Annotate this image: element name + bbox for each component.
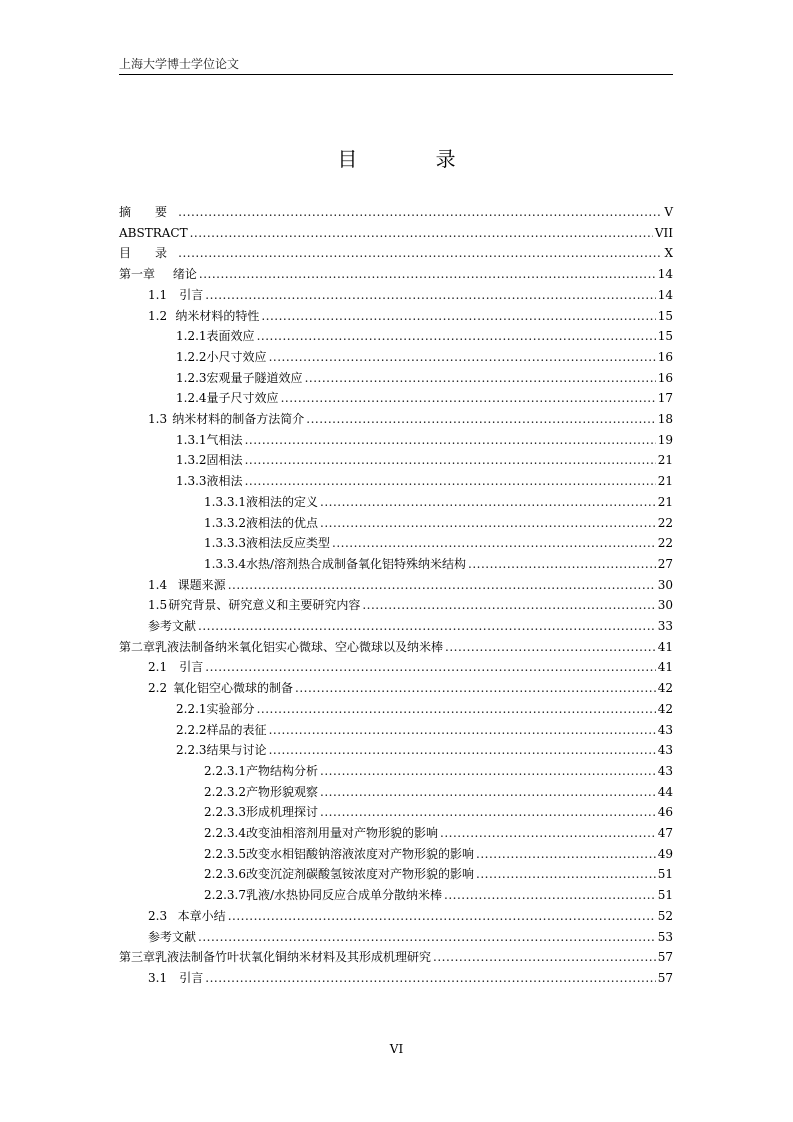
toc-entry-number: 第一章 bbox=[119, 267, 156, 282]
toc-entry[interactable] bbox=[176, 471, 673, 491]
toc-leader-dots bbox=[332, 533, 656, 553]
toc-entry-page: 22 bbox=[657, 536, 673, 551]
toc-entry-title: 改变水相铝酸钠溶液浓度对产物形貌的影响 bbox=[245, 846, 474, 861]
toc-entry-page: 44 bbox=[657, 784, 673, 799]
toc-entry[interactable] bbox=[204, 761, 673, 781]
toc-entry[interactable] bbox=[148, 968, 673, 988]
toc-entry[interactable] bbox=[204, 782, 673, 802]
toc-leader-dots bbox=[257, 326, 656, 346]
toc-leader-dots bbox=[261, 306, 655, 326]
toc-entry-number: 1.3 bbox=[148, 412, 168, 426]
toc-entry-page: 16 bbox=[657, 349, 673, 364]
toc-entry-page: 41 bbox=[657, 660, 673, 675]
toc-entry[interactable] bbox=[204, 864, 673, 884]
toc-leader-dots bbox=[320, 492, 656, 512]
toc-entry-number: 1.3.3.2 bbox=[204, 515, 246, 530]
toc-entry[interactable] bbox=[204, 844, 673, 864]
toc-entry[interactable] bbox=[176, 699, 673, 719]
toc-entry-number: 2.2.3.1 bbox=[204, 763, 246, 778]
toc-entry-title: 水热/溶剂热合成制备氧化铝特殊纳米结构 bbox=[245, 556, 467, 571]
toc-entry-page: 43 bbox=[657, 763, 673, 778]
toc-entry-title: 量子尺寸效应 bbox=[206, 391, 279, 406]
toc-entry-number: 参考文献 bbox=[148, 929, 197, 944]
toc-entry-page: 16 bbox=[657, 370, 673, 385]
toc-entry-page: 14 bbox=[657, 267, 673, 282]
toc-entry-number: 1.3.3.4 bbox=[204, 556, 246, 571]
toc-entry-page: 43 bbox=[657, 722, 673, 737]
toc-entry-number: 1.2.2 bbox=[176, 349, 207, 364]
toc-entry-page: 57 bbox=[657, 950, 673, 965]
toc-entry-page: 15 bbox=[657, 308, 673, 323]
toc-entry-page: 17 bbox=[657, 391, 673, 406]
toc-entry-number: 参考文献 bbox=[148, 619, 197, 633]
toc-entry-title: 乳液法制备竹叶状氧化铜纳米材料及其形成机理研究 bbox=[155, 950, 432, 965]
toc-entry-title: 引言 bbox=[179, 287, 204, 302]
toc-entry-number: 1.2 bbox=[148, 308, 168, 323]
toc-entry-title: 绪论 bbox=[172, 267, 197, 282]
toc-entry-title: 引言 bbox=[179, 970, 204, 985]
toc-leader-dots bbox=[269, 720, 656, 740]
toc-entry-title: 表面效应 bbox=[206, 329, 255, 344]
toc-leader-dots bbox=[476, 864, 656, 884]
toc-leader-dots bbox=[320, 782, 656, 802]
toc-entry-number: 第三章 bbox=[119, 950, 156, 965]
toc-leader-dots bbox=[269, 347, 656, 367]
toc-entry[interactable] bbox=[204, 802, 673, 822]
toc-entry[interactable] bbox=[119, 947, 673, 967]
toc-entry-page: 21 bbox=[657, 494, 673, 509]
toc-entry[interactable] bbox=[148, 906, 673, 926]
toc-leader-dots bbox=[281, 388, 656, 408]
toc-entry[interactable] bbox=[119, 264, 673, 284]
toc-entry-number: 3.1 bbox=[148, 970, 168, 985]
toc-entry[interactable] bbox=[148, 678, 673, 698]
toc-entry[interactable] bbox=[176, 450, 673, 470]
toc-entry-page: 30 bbox=[657, 577, 673, 592]
toc-entry-number: 1.1 bbox=[148, 287, 168, 302]
toc-entry-page: X bbox=[664, 246, 673, 261]
toc-entry[interactable] bbox=[148, 285, 673, 305]
toc-entry-title: 改变油相溶剂用量对产物形貌的影响 bbox=[245, 826, 438, 840]
toc-entry-page: 41 bbox=[657, 639, 673, 654]
toc-leader-dots bbox=[445, 637, 656, 657]
toc-entry-page: 42 bbox=[657, 681, 673, 696]
toc-entry-title: 课题来源 bbox=[177, 577, 226, 592]
toc-entry[interactable] bbox=[148, 409, 673, 429]
toc-entry[interactable] bbox=[204, 533, 673, 553]
toc-leader-dots bbox=[198, 616, 656, 636]
toc-entry-page: 33 bbox=[657, 619, 673, 633]
toc-entry-page: 42 bbox=[657, 701, 673, 716]
toc-entry[interactable] bbox=[176, 720, 673, 740]
toc-leader-dots bbox=[306, 409, 655, 429]
toc-entry[interactable] bbox=[204, 823, 673, 843]
toc-entry-title: 实验部分 bbox=[206, 701, 255, 716]
toc-entry[interactable] bbox=[119, 202, 673, 222]
toc-leader-dots bbox=[295, 678, 656, 698]
toc-entry-page: 21 bbox=[657, 474, 673, 489]
toc-entry[interactable] bbox=[176, 368, 673, 388]
toc-entry-number: 1.2.4 bbox=[176, 391, 207, 406]
toc-entry-page: 52 bbox=[657, 908, 673, 923]
toc-entry[interactable] bbox=[204, 492, 673, 512]
toc-entry-title: 纳米材料的特性 bbox=[175, 308, 260, 323]
toc-entry-number: 2.2.1 bbox=[176, 701, 207, 716]
toc-entry-page: 21 bbox=[657, 453, 673, 468]
toc-leader-dots bbox=[205, 285, 655, 305]
toc-leader-dots bbox=[205, 657, 655, 677]
toc-entry-page: 57 bbox=[657, 970, 673, 985]
toc-entry-page: 18 bbox=[657, 412, 673, 426]
toc-entry[interactable] bbox=[176, 740, 673, 760]
toc-entry-number: 1.4 bbox=[148, 577, 168, 592]
toc-leader-dots bbox=[228, 575, 656, 595]
toc-entry-number: 1.3.2 bbox=[176, 453, 207, 468]
toc-entry-page: 19 bbox=[657, 432, 673, 447]
running-header bbox=[119, 52, 673, 75]
toc-entry-number: 2.2 bbox=[148, 681, 168, 696]
toc-entry[interactable] bbox=[176, 326, 673, 346]
toc-leader-dots bbox=[362, 595, 655, 615]
toc-entry-number: 2.1 bbox=[148, 660, 168, 675]
toc-entry-number: 1.3.3.3 bbox=[204, 536, 246, 551]
toc-entry-title: 液相法的优点 bbox=[245, 515, 318, 530]
toc-entry-number: 1.2.1 bbox=[176, 329, 207, 344]
toc-leader-dots bbox=[320, 513, 656, 533]
toc-entry-page: 30 bbox=[657, 598, 673, 613]
toc-leader-dots bbox=[257, 699, 656, 719]
toc-entry-number: 2.2.2 bbox=[176, 722, 207, 737]
toc-leader-dots bbox=[440, 823, 656, 843]
toc-entry[interactable] bbox=[148, 657, 673, 677]
toc-entry-number: 2.2.3.6 bbox=[204, 867, 246, 882]
toc-entry-number: 第二章 bbox=[119, 639, 156, 654]
toc-entry-title: 乳液/水热协同反应合成单分散纳米棒 bbox=[245, 888, 443, 903]
toc-entry[interactable] bbox=[176, 347, 673, 367]
toc-entry[interactable] bbox=[176, 388, 673, 408]
toc-entry-number: 2.2.3 bbox=[176, 743, 207, 758]
toc-entry-number: 2.2.3.2 bbox=[204, 784, 246, 799]
toc-entry[interactable] bbox=[148, 927, 673, 947]
toc-leader-dots bbox=[190, 223, 653, 243]
toc-leader-dots bbox=[245, 471, 656, 491]
toc-entry-page: 14 bbox=[657, 287, 673, 302]
toc-entry-title: 氧化铝空心微球的制备 bbox=[173, 681, 294, 696]
toc-entry-title: 宏观量子隧道效应 bbox=[206, 370, 303, 385]
toc-leader-dots bbox=[228, 906, 656, 926]
toc-entry[interactable] bbox=[119, 223, 673, 243]
toc-entry[interactable] bbox=[119, 243, 673, 263]
toc-entry-title: 固相法 bbox=[206, 453, 243, 468]
page-number: VI bbox=[389, 1042, 404, 1056]
toc-entry-page: 47 bbox=[657, 826, 673, 840]
toc-entry-number: 1.3.3.1 bbox=[204, 494, 246, 509]
toc-leader-dots bbox=[245, 450, 656, 470]
toc-entry-page: 22 bbox=[657, 515, 673, 530]
toc-entry-number: 2.3 bbox=[148, 908, 168, 923]
toc-entry-title: 液相法的定义 bbox=[245, 494, 318, 509]
toc-entry-number: 1.5 bbox=[148, 598, 168, 613]
toc-entry-page: 15 bbox=[657, 329, 673, 344]
toc-leader-dots bbox=[468, 554, 656, 574]
toc-leader-dots bbox=[178, 243, 662, 263]
toc-entry[interactable] bbox=[119, 637, 673, 657]
toc-entry-title: 气相法 bbox=[206, 432, 243, 447]
toc-leader-dots bbox=[320, 761, 656, 781]
toc-leader-dots bbox=[444, 885, 656, 905]
toc-entry-number: 2.2.3.5 bbox=[204, 846, 246, 861]
toc-entry-title: 样品的表征 bbox=[206, 722, 267, 737]
toc-entry[interactable] bbox=[204, 554, 673, 574]
toc-entry-title: 产物结构分析 bbox=[245, 763, 318, 778]
toc-entry-page: V bbox=[664, 205, 673, 219]
toc-entry-title: 小尺寸效应 bbox=[206, 349, 267, 364]
header-title: 上海大学博士学位论文 bbox=[119, 57, 240, 71]
page-title: 目 录 bbox=[337, 147, 492, 171]
toc-entry-page: VII bbox=[654, 225, 673, 240]
toc-entry-title: 结果与讨论 bbox=[206, 743, 267, 758]
toc-entry-title: 引言 bbox=[179, 660, 204, 675]
toc-leader-dots bbox=[205, 968, 655, 988]
toc-leader-dots bbox=[269, 740, 656, 760]
toc-entry-title: 形成机理探讨 bbox=[245, 805, 318, 820]
toc-entry-page: 53 bbox=[657, 929, 673, 944]
toc-entry-page: 49 bbox=[657, 846, 673, 861]
toc-leader-dots bbox=[245, 430, 656, 450]
toc-entry-number: 目 录 bbox=[119, 246, 168, 261]
toc-entry-title: 液相法 bbox=[206, 474, 243, 489]
toc-entry[interactable] bbox=[148, 575, 673, 595]
toc-entry-title: 产物形貌观察 bbox=[245, 784, 318, 799]
toc-entry-number: 2.2.3.7 bbox=[204, 888, 246, 903]
toc-entry-number: 摘 要 bbox=[119, 205, 168, 219]
toc-entry-title: 纳米材料的制备方法简介 bbox=[172, 412, 305, 426]
toc-entry-page: 51 bbox=[657, 867, 673, 882]
toc-entry-number: 1.2.3 bbox=[176, 370, 207, 385]
toc-entry[interactable] bbox=[148, 595, 673, 615]
toc-entry[interactable] bbox=[148, 616, 673, 636]
toc-leader-dots bbox=[178, 202, 662, 222]
toc-leader-dots bbox=[199, 264, 656, 284]
toc-entry-title: 液相法反应类型 bbox=[245, 536, 330, 551]
toc-entry[interactable] bbox=[204, 885, 673, 905]
toc-leader-dots bbox=[320, 802, 656, 822]
toc-entry[interactable] bbox=[176, 430, 673, 450]
toc-entry-title: 本章小结 bbox=[177, 908, 226, 923]
toc-entry[interactable] bbox=[148, 306, 673, 326]
toc-entry-number: 2.2.3.3 bbox=[204, 805, 246, 820]
toc-entry-title: 研究背景、研究意义和主要研究内容 bbox=[168, 598, 361, 613]
toc-entry-number: 2.2.3.4 bbox=[204, 826, 246, 840]
toc-leader-dots bbox=[433, 947, 656, 967]
toc-entry-page: 43 bbox=[657, 743, 673, 758]
toc-entry-page: 46 bbox=[657, 805, 673, 820]
toc-entry-page: 27 bbox=[657, 556, 673, 571]
toc-entry-page: 51 bbox=[657, 888, 673, 903]
toc-leader-dots bbox=[305, 368, 656, 388]
toc-leader-dots bbox=[476, 844, 656, 864]
toc-entry[interactable] bbox=[204, 513, 673, 533]
toc-leader-dots bbox=[198, 927, 656, 947]
toc-entry-title: 改变沉淀剂碳酸氢铵浓度对产物形貌的影响 bbox=[245, 867, 474, 882]
toc-entry-title: 乳液法制备纳米氧化铝实心微球、空心微球以及纳米棒 bbox=[155, 639, 444, 654]
toc-entry-number: 1.3.1 bbox=[176, 432, 207, 447]
toc-entry-number: 1.3.3 bbox=[176, 474, 207, 489]
toc-entry-number: ABSTRACT bbox=[119, 225, 188, 240]
